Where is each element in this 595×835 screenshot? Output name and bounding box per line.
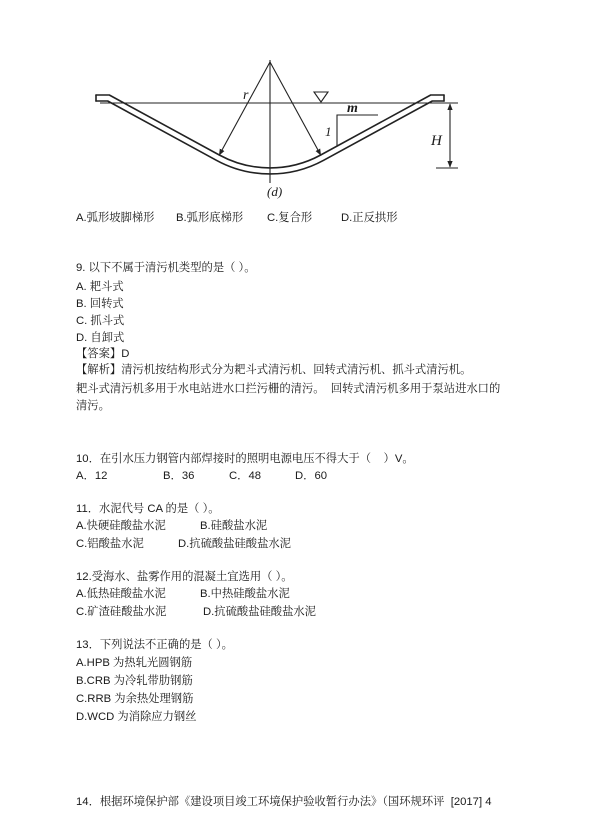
question-12-option-b: B.中热硅酸盐水泥 [200, 588, 290, 600]
panel-label: (d) [267, 184, 283, 199]
question-11-option-a: A.快硬硅酸盐水泥 [76, 520, 166, 532]
figure-option-a: A.弧形坡脚梯形 [76, 212, 155, 224]
question-10-option-c: C．48 [229, 470, 262, 482]
question-12-stem: 12.受海水、盐雾作用的混凝土宜选用（ ）。 [76, 571, 293, 583]
question-9-option-b: B. 回转式 [76, 298, 124, 310]
slope-one-label: 1 [325, 124, 332, 139]
question-13-option-a: A.HPB 为热轧光圆钢筋 [76, 657, 193, 669]
question-13-option-d: D.WCD 为消除应力钢丝 [76, 711, 197, 723]
slope-m-label: m [347, 101, 358, 116]
question-11-option-d: D.抗硫酸盐硅酸盐水泥 [178, 538, 291, 550]
question-13-option-c: C.RRB 为余热处理钢筋 [76, 693, 194, 705]
question-9-analysis-line-1: 【解析】清污机按结构形式分为耙斗式清污机、回转式清污机、抓斗式清污机。 [76, 364, 472, 376]
question-9-analysis-line-3: 清污。 [76, 400, 110, 412]
question-12-option-c: C.矿渣硅酸盐水泥 [76, 606, 167, 618]
radius-line-left [219, 62, 270, 155]
question-12-option-d: D.抗硫酸盐硅酸盐水泥 [203, 606, 316, 618]
question-13-stem: 13．下列说法不正确的是（ ）。 [76, 639, 233, 651]
question-11-option-c: C.铝酸盐水泥 [76, 538, 144, 550]
depth-label: H [431, 133, 442, 149]
question-10-option-b: B．36 [163, 470, 195, 482]
question-10-stem: 10．在引水压力钢管内部焊接时的照明电源电压不得大于（ ）V。 [76, 453, 414, 465]
question-11-stem: 11．水泥代号 CA 的是（ ）。 [76, 503, 220, 515]
question-9-analysis-line-2: 耙斗式清污机多用于水电站进水口拦污栅的清污。 回转式清污机多用于泵站进水口的 [76, 383, 501, 395]
figure-option-c: C.复合形 [267, 212, 313, 224]
figure-option-d: D.正反拱形 [341, 212, 398, 224]
question-10-option-a: A．12 [76, 470, 108, 482]
question-9-option-d: D. 自卸式 [76, 332, 125, 344]
channel-cross-section-figure [90, 55, 470, 203]
radius-line-right [270, 62, 321, 155]
question-13-option-b: B.CRB 为冷轧带肋钢筋 [76, 675, 193, 687]
radius-label: r [243, 88, 249, 103]
question-14-stem: 14．根据环境保护部《建设项目竣工环境保护验收暂行办法》（国环规环评 [2017] 4 [76, 796, 492, 808]
water-level-symbol [314, 92, 328, 102]
question-12-option-a: A.低热硅酸盐水泥 [76, 588, 166, 600]
question-9-option-a: A. 耙斗式 [76, 281, 124, 293]
question-9-answer: 【答案】D [76, 348, 130, 360]
question-11-option-b: B.硅酸盐水泥 [200, 520, 268, 532]
question-10-option-d: D．60 [295, 470, 328, 482]
question-9-stem: 9. 以下不属于清污机类型的是（ ）。 [76, 262, 256, 274]
question-9-option-c: C. 抓斗式 [76, 315, 125, 327]
figure-option-b: B.弧形底梯形 [176, 212, 244, 224]
